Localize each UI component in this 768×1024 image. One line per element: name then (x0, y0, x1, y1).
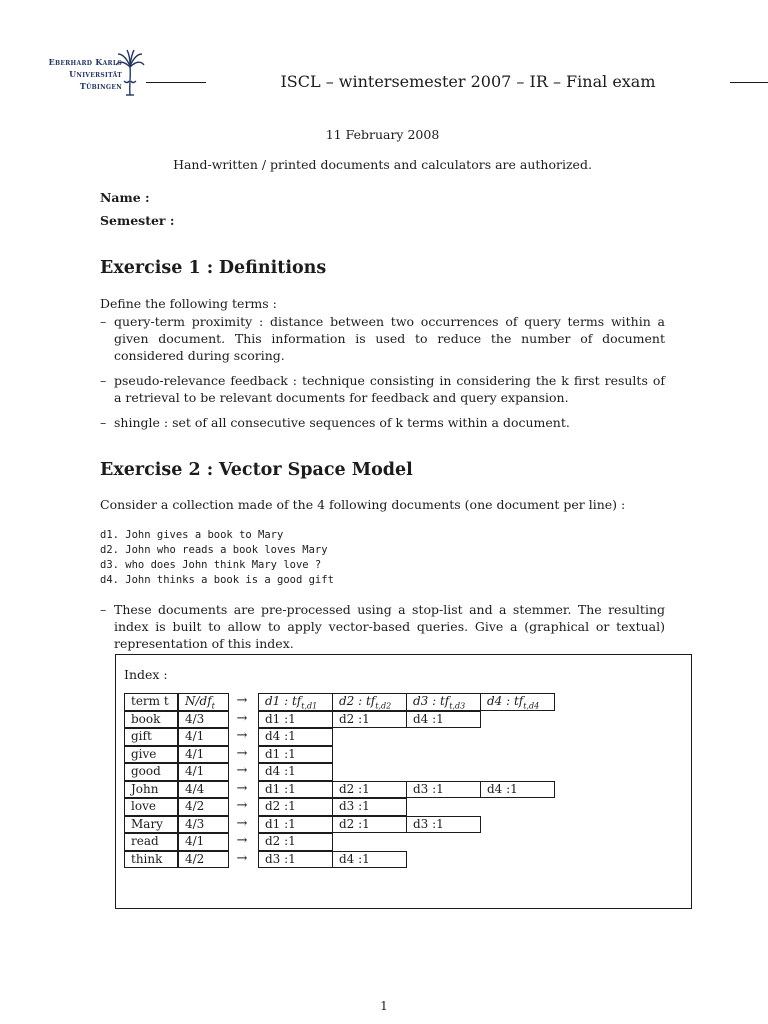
arrow-icon: → (236, 728, 248, 743)
posting-cell: d4 :1 (406, 711, 481, 729)
header-cell-label: d4 : tf (487, 694, 524, 708)
header-cell-subscript: t,d3 (449, 701, 466, 711)
header-posting-cell (406, 693, 481, 711)
exercise-1-intro: Define the following terms : (100, 296, 277, 311)
term-cell: good (124, 763, 178, 781)
ndf-cell: 4/1 (178, 746, 229, 764)
posting-cell: d1 :1 (258, 746, 333, 764)
definition-text: : set of all consecutive sequences of k terms within a document. (159, 415, 570, 430)
posting-cell: d3 :1 (258, 851, 333, 869)
posting-cell: d4 :1 (258, 728, 333, 746)
exam-title: ISCL – wintersemester 2007 – IR – Final exam (280, 72, 656, 91)
index-answer-box (115, 654, 692, 909)
header-rule-left (146, 82, 206, 83)
term-cell: Mary (124, 816, 178, 834)
exercise-1-number: Exercise 1 : (100, 258, 214, 278)
posting-cell: d2 :1 (332, 781, 407, 799)
arrow-icon: → (236, 815, 248, 831)
arrow-icon: → (236, 833, 248, 848)
ndf-cell: 4/2 (178, 851, 229, 869)
header-cell-subscript: t,d4 (523, 701, 540, 711)
ndf-cell: 4/2 (178, 798, 229, 816)
exercise-1-title: Definitions (218, 258, 327, 278)
document-line: d1. John gives a book to Mary (100, 529, 284, 541)
document-line: d2. John who reads a book loves Mary (100, 544, 328, 556)
term-cell: think (124, 851, 178, 869)
definition-text: : technique consisting in considering the k first results of a retrieval to be relevant documents for feedback and query expansion. (114, 373, 666, 405)
index-label: Index : (124, 667, 168, 682)
exercise-1-heading (100, 257, 326, 279)
posting-cell: d3 :1 (332, 798, 407, 816)
logo-line-2: Universität (69, 69, 122, 79)
header-cell-subscript: t (211, 701, 215, 711)
exercise-2-title: Vector Space Model (218, 460, 413, 480)
question-item: – These documents are pre-processed using a stop-list and a stemmer. The resulting index is built to allow to apply vector-based queries. Give a (graphical or textual) representation of this index. (100, 602, 665, 651)
posting-cell: d2 :1 (332, 711, 407, 729)
logo-line-1: Eberhard Karls (48, 57, 122, 67)
exercise-2-number: Exercise 2 : (100, 460, 214, 480)
logo-line-3: Tübingen (79, 81, 122, 91)
exam-date: 11 February 2008 (325, 127, 440, 142)
header-cell-label: d1 : tf (265, 694, 302, 708)
arrow-icon: → (236, 763, 248, 778)
arrow-icon: → (236, 850, 248, 866)
posting-cell: d4 :1 (332, 851, 407, 869)
ndf-cell: 4/4 (178, 781, 229, 799)
definition-item: – query-term proximity : distance between two occurrences of query terms within a given document. This information is used to reduce the number of document considered during scoring. (100, 314, 665, 363)
header-posting-cell (258, 693, 333, 711)
authorization-note: Hand-written / printed documents and calculators are authorized. (173, 157, 592, 172)
header-rule-right (730, 82, 768, 83)
posting-cell: d3 :1 (406, 816, 481, 834)
exercise-2-heading (100, 459, 413, 481)
ndf-cell: 4/3 (178, 711, 229, 729)
posting-cell: d2 :1 (332, 816, 407, 834)
term-cell: book (124, 711, 178, 729)
definition-term: query-term proximity (114, 314, 253, 329)
exercise-2-intro: Consider a collection made of the 4 following documents (one document per line) : (100, 497, 626, 512)
exam-header (140, 71, 656, 95)
document-line: d4. John thinks a book is a good gift (100, 574, 334, 586)
term-cell: give (124, 746, 178, 764)
posting-cell: d1 :1 (258, 816, 333, 834)
header-posting-cell (480, 693, 555, 711)
header-cell-label: N/df (185, 694, 212, 708)
ndf-cell: 4/1 (178, 728, 229, 746)
header-cell-subscript: t,d2 (375, 701, 392, 711)
header-cell-label: d3 : tf (413, 694, 450, 708)
document-line: d3. who does John think Mary love ? (100, 559, 322, 571)
ndf-cell: 4/1 (178, 763, 229, 781)
question-text: These documents are pre-processed using a stop-list and a stemmer. The resulting index is built to allow to apply vector-based queries. Give a (graphical or textual) representation of this index. (114, 602, 665, 651)
definition-item: – pseudo-relevance feedback : technique consisting in considering the k first results of a retrieval to be relevant documents for feedback and query expansion. (100, 373, 666, 405)
definition-text: : distance between two occurrences of query terms within a given document. This information is used to reduce the number of document considered during scoring. (114, 314, 665, 363)
term-cell: read (124, 833, 178, 851)
ndf-cell: 4/1 (178, 833, 229, 851)
arrow-icon: → (236, 798, 248, 813)
name-label: Name : (100, 190, 150, 205)
definition-term: pseudo-relevance feedback (114, 373, 288, 388)
definition-term: shingle (114, 415, 160, 430)
header-cell-label: d2 : tf (339, 694, 376, 708)
arrow-icon: → (236, 710, 248, 726)
posting-cell: d1 :1 (258, 781, 333, 799)
posting-cell: d2 :1 (258, 798, 333, 816)
posting-cell: d3 :1 (406, 781, 481, 799)
header-cell-subscript: t,d1 (301, 701, 318, 711)
semester-label: Semester : (100, 213, 175, 228)
posting-cell: d1 :1 (258, 711, 333, 729)
posting-cell: d4 :1 (258, 763, 333, 781)
header-posting-cell (332, 693, 407, 711)
header-term-cell: term t (124, 693, 178, 711)
term-cell: gift (124, 728, 178, 746)
term-cell: John (124, 781, 178, 799)
arrow-icon: → (236, 780, 248, 796)
page-number: 1 (380, 999, 388, 1013)
university-logo-text (26, 56, 122, 92)
header-ndf-cell (178, 693, 229, 711)
arrow-icon: → (236, 745, 248, 761)
term-cell: love (124, 798, 178, 816)
posting-cell: d4 :1 (480, 781, 555, 799)
posting-cell: d2 :1 (258, 833, 333, 851)
arrow-icon: → (236, 693, 248, 708)
ndf-cell: 4/3 (178, 816, 229, 834)
definition-item: – shingle : set of all consecutive sequences of k terms within a document. (100, 415, 570, 430)
